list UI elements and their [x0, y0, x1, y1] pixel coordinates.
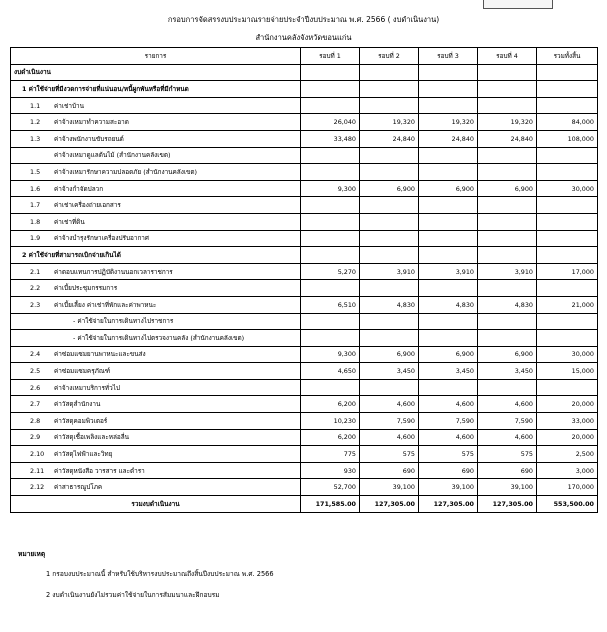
item-name: ค่าเบี้ยประชุมกรรมการ [54, 284, 118, 293]
round-cell: 24,840 [419, 130, 478, 147]
empty-cell [419, 64, 478, 81]
round-cell [419, 197, 478, 214]
round-cell: 4,830 [478, 296, 537, 313]
round-cell: 3,450 [419, 363, 478, 380]
round-cell: 24,840 [478, 130, 537, 147]
empty-cell [360, 81, 419, 98]
round-cell [360, 164, 419, 181]
round-cell [360, 197, 419, 214]
item-cell [11, 396, 301, 413]
table-row [11, 197, 598, 214]
round-cell [301, 197, 360, 214]
round-cell: 4,600 [478, 396, 537, 413]
round-cell: 4,600 [360, 396, 419, 413]
item-cell [11, 213, 301, 230]
item-number: 1.6 [30, 184, 41, 193]
round-cell: 775 [301, 446, 360, 463]
empty-cell [478, 64, 537, 81]
table-row [11, 413, 598, 430]
empty-cell [360, 247, 419, 264]
table-body [11, 64, 598, 512]
item-name: ค่าจ้างพนักงานขับรถยนต์ [54, 134, 124, 143]
round-cell: 4,600 [360, 429, 419, 446]
item-name: - ค่าใช้จ่ายในการเดินทางไปตรวจงานคลัง (สำนักงานคลังเขต) [73, 333, 245, 342]
group-label: 1 ค่าใช้จ่ายที่มีงวดการจ่ายที่แน่นอน/หนี้ผูกพันหรือที่มีกำหนด [11, 81, 301, 98]
table-row [11, 296, 598, 313]
note-item: 1 กรอบงบประมาณนี้ สำหรับใช้บริหารงบประมาณถึงสิ้นปีงบประมาณ พ.ศ. 2566 [46, 570, 274, 578]
table-header-row [11, 48, 598, 65]
round-cell [360, 213, 419, 230]
round-cell: 26,040 [301, 114, 360, 131]
round-cell: 3,910 [419, 263, 478, 280]
item-name: ค่าวัสดุคอมพิวเตอร์ [54, 416, 108, 425]
total-cell [537, 313, 598, 330]
item-name: ค่าเบี้ยเลี้ยง ค่าเช่าที่พักและค่าพาหนะ [54, 300, 157, 309]
item-number: 2.2 [30, 284, 41, 293]
item-cell [11, 379, 301, 396]
round-cell [301, 330, 360, 347]
table-row [11, 114, 598, 131]
round-cell: 690 [478, 462, 537, 479]
round-cell: 4,830 [360, 296, 419, 313]
item-name: ค่าตอบแทนการปฏิบัติงานนอกเวลาราชการ [54, 267, 173, 276]
round-cell [360, 330, 419, 347]
item-cell [11, 180, 301, 197]
item-cell [11, 130, 301, 147]
table-row [11, 396, 598, 413]
total-cell [537, 213, 598, 230]
total-cell [537, 97, 598, 114]
round-cell: 9,300 [301, 180, 360, 197]
item-cell [11, 197, 301, 214]
header-round-4: รอบที่ 4 [478, 48, 537, 65]
round-cell: 6,510 [301, 296, 360, 313]
round-cell [419, 313, 478, 330]
table-row [11, 147, 598, 164]
empty-cell [419, 81, 478, 98]
item-cell [11, 97, 301, 114]
total-cell: 20,000 [537, 429, 598, 446]
round-cell: 6,900 [360, 180, 419, 197]
round-cell: 9,300 [301, 346, 360, 363]
round-cell [360, 379, 419, 396]
total-cell: 170,000 [537, 479, 598, 496]
round-cell [360, 97, 419, 114]
item-name: ค่าซ่อมแซมครุภัณฑ์ [54, 367, 111, 376]
round-cell: 690 [360, 462, 419, 479]
item-number: 2.7 [30, 400, 41, 409]
item-number: 1.1 [30, 101, 41, 110]
item-name: ค่าจ้างเหมาดูแลต้นไม้ (สำนักงานคลังเขต) [54, 151, 171, 160]
item-number: 2.6 [30, 383, 41, 392]
round-cell [419, 330, 478, 347]
item-name: ค่าจ้างเหมาทำความสะอาด [54, 118, 129, 127]
round-cell: 39,100 [419, 479, 478, 496]
round-cell [478, 330, 537, 347]
empty-cell [537, 81, 598, 98]
group-label: 2 ค่าใช้จ่ายที่สามารถเบิกจ่ายเกินได้ [11, 247, 301, 264]
round-cell: 24,840 [360, 130, 419, 147]
item-cell [11, 446, 301, 463]
item-cell [11, 164, 301, 181]
item-cell [11, 230, 301, 247]
total-cell: 17,000 [537, 263, 598, 280]
round-cell: 6,200 [301, 429, 360, 446]
round-cell: 52,700 [301, 479, 360, 496]
round-cell [419, 379, 478, 396]
round-cell: 39,100 [360, 479, 419, 496]
round-cell [301, 379, 360, 396]
empty-cell [478, 81, 537, 98]
header-total: รวมทั้งสิ้น [537, 48, 598, 65]
group-row [11, 247, 598, 264]
item-name: - ค่าใช้จ่ายในการเดินทางไปราชการ [73, 317, 174, 326]
empty-cell [537, 247, 598, 264]
table-row [11, 180, 598, 197]
round-cell [478, 197, 537, 214]
item-name: ค่าซ่อมแซมยานพาหนะและขนส่ง [54, 350, 146, 359]
item-number: 2.5 [30, 367, 41, 376]
table-row [11, 379, 598, 396]
item-cell [11, 462, 301, 479]
total-cell: 20,000 [537, 396, 598, 413]
item-name: ค่าเช่าเครื่องถ่ายเอกสาร [54, 201, 121, 210]
item-cell [11, 413, 301, 430]
item-cell [11, 346, 301, 363]
total-value: 127,305.00 [360, 496, 419, 513]
item-number: 2.10 [30, 450, 45, 459]
round-cell [360, 147, 419, 164]
item-cell [11, 280, 301, 297]
header-round-3: รอบที่ 3 [419, 48, 478, 65]
item-number: 2.9 [30, 433, 41, 442]
table-row [11, 97, 598, 114]
office-name: สำนักงานคลังจังหวัดขอนแก่น [255, 33, 352, 42]
total-cell [537, 379, 598, 396]
round-cell [478, 230, 537, 247]
round-cell [301, 313, 360, 330]
item-cell [11, 429, 301, 446]
round-cell [478, 213, 537, 230]
item-name: ค่าวัสดุหนังสือ วารสาร และตำรา [54, 466, 145, 475]
item-cell [11, 313, 301, 330]
round-cell: 7,590 [419, 413, 478, 430]
table-row [11, 446, 598, 463]
round-cell [478, 164, 537, 181]
round-cell: 575 [419, 446, 478, 463]
empty-cell [537, 64, 598, 81]
item-name: ค่าจ้างเหมารักษาความปลอดภัย (สำนักงานคลังเขต) [54, 167, 198, 176]
table-row [11, 230, 598, 247]
item-number: 2.12 [30, 483, 45, 492]
round-cell [301, 147, 360, 164]
item-name: ค่าเช่าบ้าน [54, 101, 84, 110]
round-cell: 19,320 [360, 114, 419, 131]
table-row [11, 213, 598, 230]
item-number: 2.1 [30, 267, 41, 276]
item-cell [11, 330, 301, 347]
item-name: ค่าวัสดุสำนักงาน [54, 400, 101, 409]
total-cell [537, 147, 598, 164]
section-row [11, 64, 598, 81]
table-row [11, 429, 598, 446]
round-cell: 5,270 [301, 263, 360, 280]
round-cell: 4,600 [419, 429, 478, 446]
item-cell [11, 296, 301, 313]
round-cell: 7,590 [360, 413, 419, 430]
item-cell [11, 263, 301, 280]
total-value: 127,305.00 [478, 496, 537, 513]
group-row [11, 81, 598, 98]
item-name: ค่าจ้างเหมาบริการทั่วไป [54, 383, 120, 392]
total-cell: 3,000 [537, 462, 598, 479]
top-label-box [483, 0, 553, 9]
item-number: 1.8 [30, 217, 41, 226]
empty-cell [419, 247, 478, 264]
round-cell [419, 230, 478, 247]
round-cell: 4,600 [419, 396, 478, 413]
notes [18, 548, 274, 610]
round-cell [360, 313, 419, 330]
empty-cell [478, 247, 537, 264]
table-row [11, 280, 598, 297]
round-cell: 4,830 [419, 296, 478, 313]
table-row [11, 164, 598, 181]
item-number: 1.9 [30, 234, 41, 243]
total-value: 553,500.00 [537, 496, 598, 513]
round-cell: 6,200 [301, 396, 360, 413]
round-cell [301, 280, 360, 297]
round-cell: 10,230 [301, 413, 360, 430]
round-cell [419, 147, 478, 164]
round-cell [478, 313, 537, 330]
round-cell: 39,100 [478, 479, 537, 496]
total-cell: 84,000 [537, 114, 598, 131]
round-cell: 930 [301, 462, 360, 479]
empty-cell [301, 81, 360, 98]
total-value: 127,305.00 [419, 496, 478, 513]
round-cell: 4,600 [478, 429, 537, 446]
item-name: ค่าสาธารณูปโภค [54, 483, 103, 492]
item-cell [11, 147, 301, 164]
item-number: 1.2 [30, 118, 41, 127]
item-cell [11, 363, 301, 380]
round-cell: 6,900 [478, 180, 537, 197]
round-cell: 33,480 [301, 130, 360, 147]
round-cell: 690 [419, 462, 478, 479]
round-cell [360, 230, 419, 247]
round-cell: 6,900 [419, 180, 478, 197]
item-cell [11, 479, 301, 496]
item-number: 1.5 [30, 167, 41, 176]
item-number: 1.7 [30, 201, 41, 210]
round-cell: 6,900 [360, 346, 419, 363]
round-cell: 575 [360, 446, 419, 463]
item-number: 2.11 [30, 466, 45, 475]
total-cell: 30,000 [537, 346, 598, 363]
empty-cell [360, 64, 419, 81]
empty-cell [301, 64, 360, 81]
table-row [11, 363, 598, 380]
document-title: กรอบการจัดสรรงบประมาณรายจ่ายประจำปีงบประมาณ พ.ศ. 2566 ( งบดำเนินงาน) [167, 15, 440, 24]
round-cell [360, 280, 419, 297]
table-row [11, 462, 598, 479]
note-item: 2 งบดำเนินงานยังไม่รวมค่าใช้จ่ายในการสัมมนาและฝึกอบรม [46, 591, 220, 599]
section-label: งบดำเนินงาน [11, 64, 301, 81]
round-cell: 3,910 [478, 263, 537, 280]
budget-table [10, 47, 598, 513]
round-cell [419, 213, 478, 230]
round-cell [301, 213, 360, 230]
table-row [11, 263, 598, 280]
item-number: 2.3 [30, 300, 41, 309]
empty-cell [301, 247, 360, 264]
header-round-2: รอบที่ 2 [360, 48, 419, 65]
round-cell [301, 164, 360, 181]
round-cell [419, 164, 478, 181]
total-row [11, 496, 598, 513]
round-cell: 3,450 [478, 363, 537, 380]
total-cell: 33,000 [537, 413, 598, 430]
round-cell [478, 147, 537, 164]
total-value: 171,585.00 [301, 496, 360, 513]
round-cell: 6,900 [478, 346, 537, 363]
table-row [11, 330, 598, 347]
item-name: ค่าเช่าที่ดิน [54, 217, 85, 226]
total-cell: 108,000 [537, 130, 598, 147]
table-row [11, 479, 598, 496]
header-item: รายการ [11, 48, 301, 65]
total-cell: 21,000 [537, 296, 598, 313]
total-cell [537, 164, 598, 181]
table-row [11, 346, 598, 363]
table-row [11, 313, 598, 330]
round-cell: 3,910 [360, 263, 419, 280]
item-number: 1.3 [30, 134, 41, 143]
total-cell: 15,000 [537, 363, 598, 380]
item-number: 2.8 [30, 416, 41, 425]
round-cell: 19,320 [419, 114, 478, 131]
total-cell: 2,500 [537, 446, 598, 463]
round-cell: 3,450 [360, 363, 419, 380]
round-cell [478, 97, 537, 114]
round-cell [301, 97, 360, 114]
round-cell: 575 [478, 446, 537, 463]
item-number: 2.4 [30, 350, 41, 359]
round-cell: 6,900 [419, 346, 478, 363]
notes-heading: หมายเหตุ [18, 550, 46, 558]
total-cell [537, 330, 598, 347]
round-cell: 7,590 [478, 413, 537, 430]
total-cell: 30,000 [537, 180, 598, 197]
item-name: ค่าวัสดุเชื้อเพลิงและหล่อลื่น [54, 433, 130, 442]
total-cell [537, 197, 598, 214]
round-cell [419, 97, 478, 114]
table-row [11, 130, 598, 147]
round-cell [301, 230, 360, 247]
item-name: ค่าวัสดุไฟฟ้าและวิทยุ [54, 450, 113, 459]
round-cell: 4,650 [301, 363, 360, 380]
total-cell [537, 280, 598, 297]
round-cell: 19,320 [478, 114, 537, 131]
item-cell [11, 114, 301, 131]
total-label: รวมงบดำเนินงาน [11, 496, 301, 513]
header-round-1: รอบที่ 1 [301, 48, 360, 65]
total-cell [537, 230, 598, 247]
round-cell [478, 280, 537, 297]
item-name: ค่าจ้างกำจัดปลวก [54, 184, 104, 193]
round-cell [478, 379, 537, 396]
item-name: ค่าจ้างบำรุงรักษาเครื่องปรับอากาศ [54, 234, 149, 243]
round-cell [419, 280, 478, 297]
